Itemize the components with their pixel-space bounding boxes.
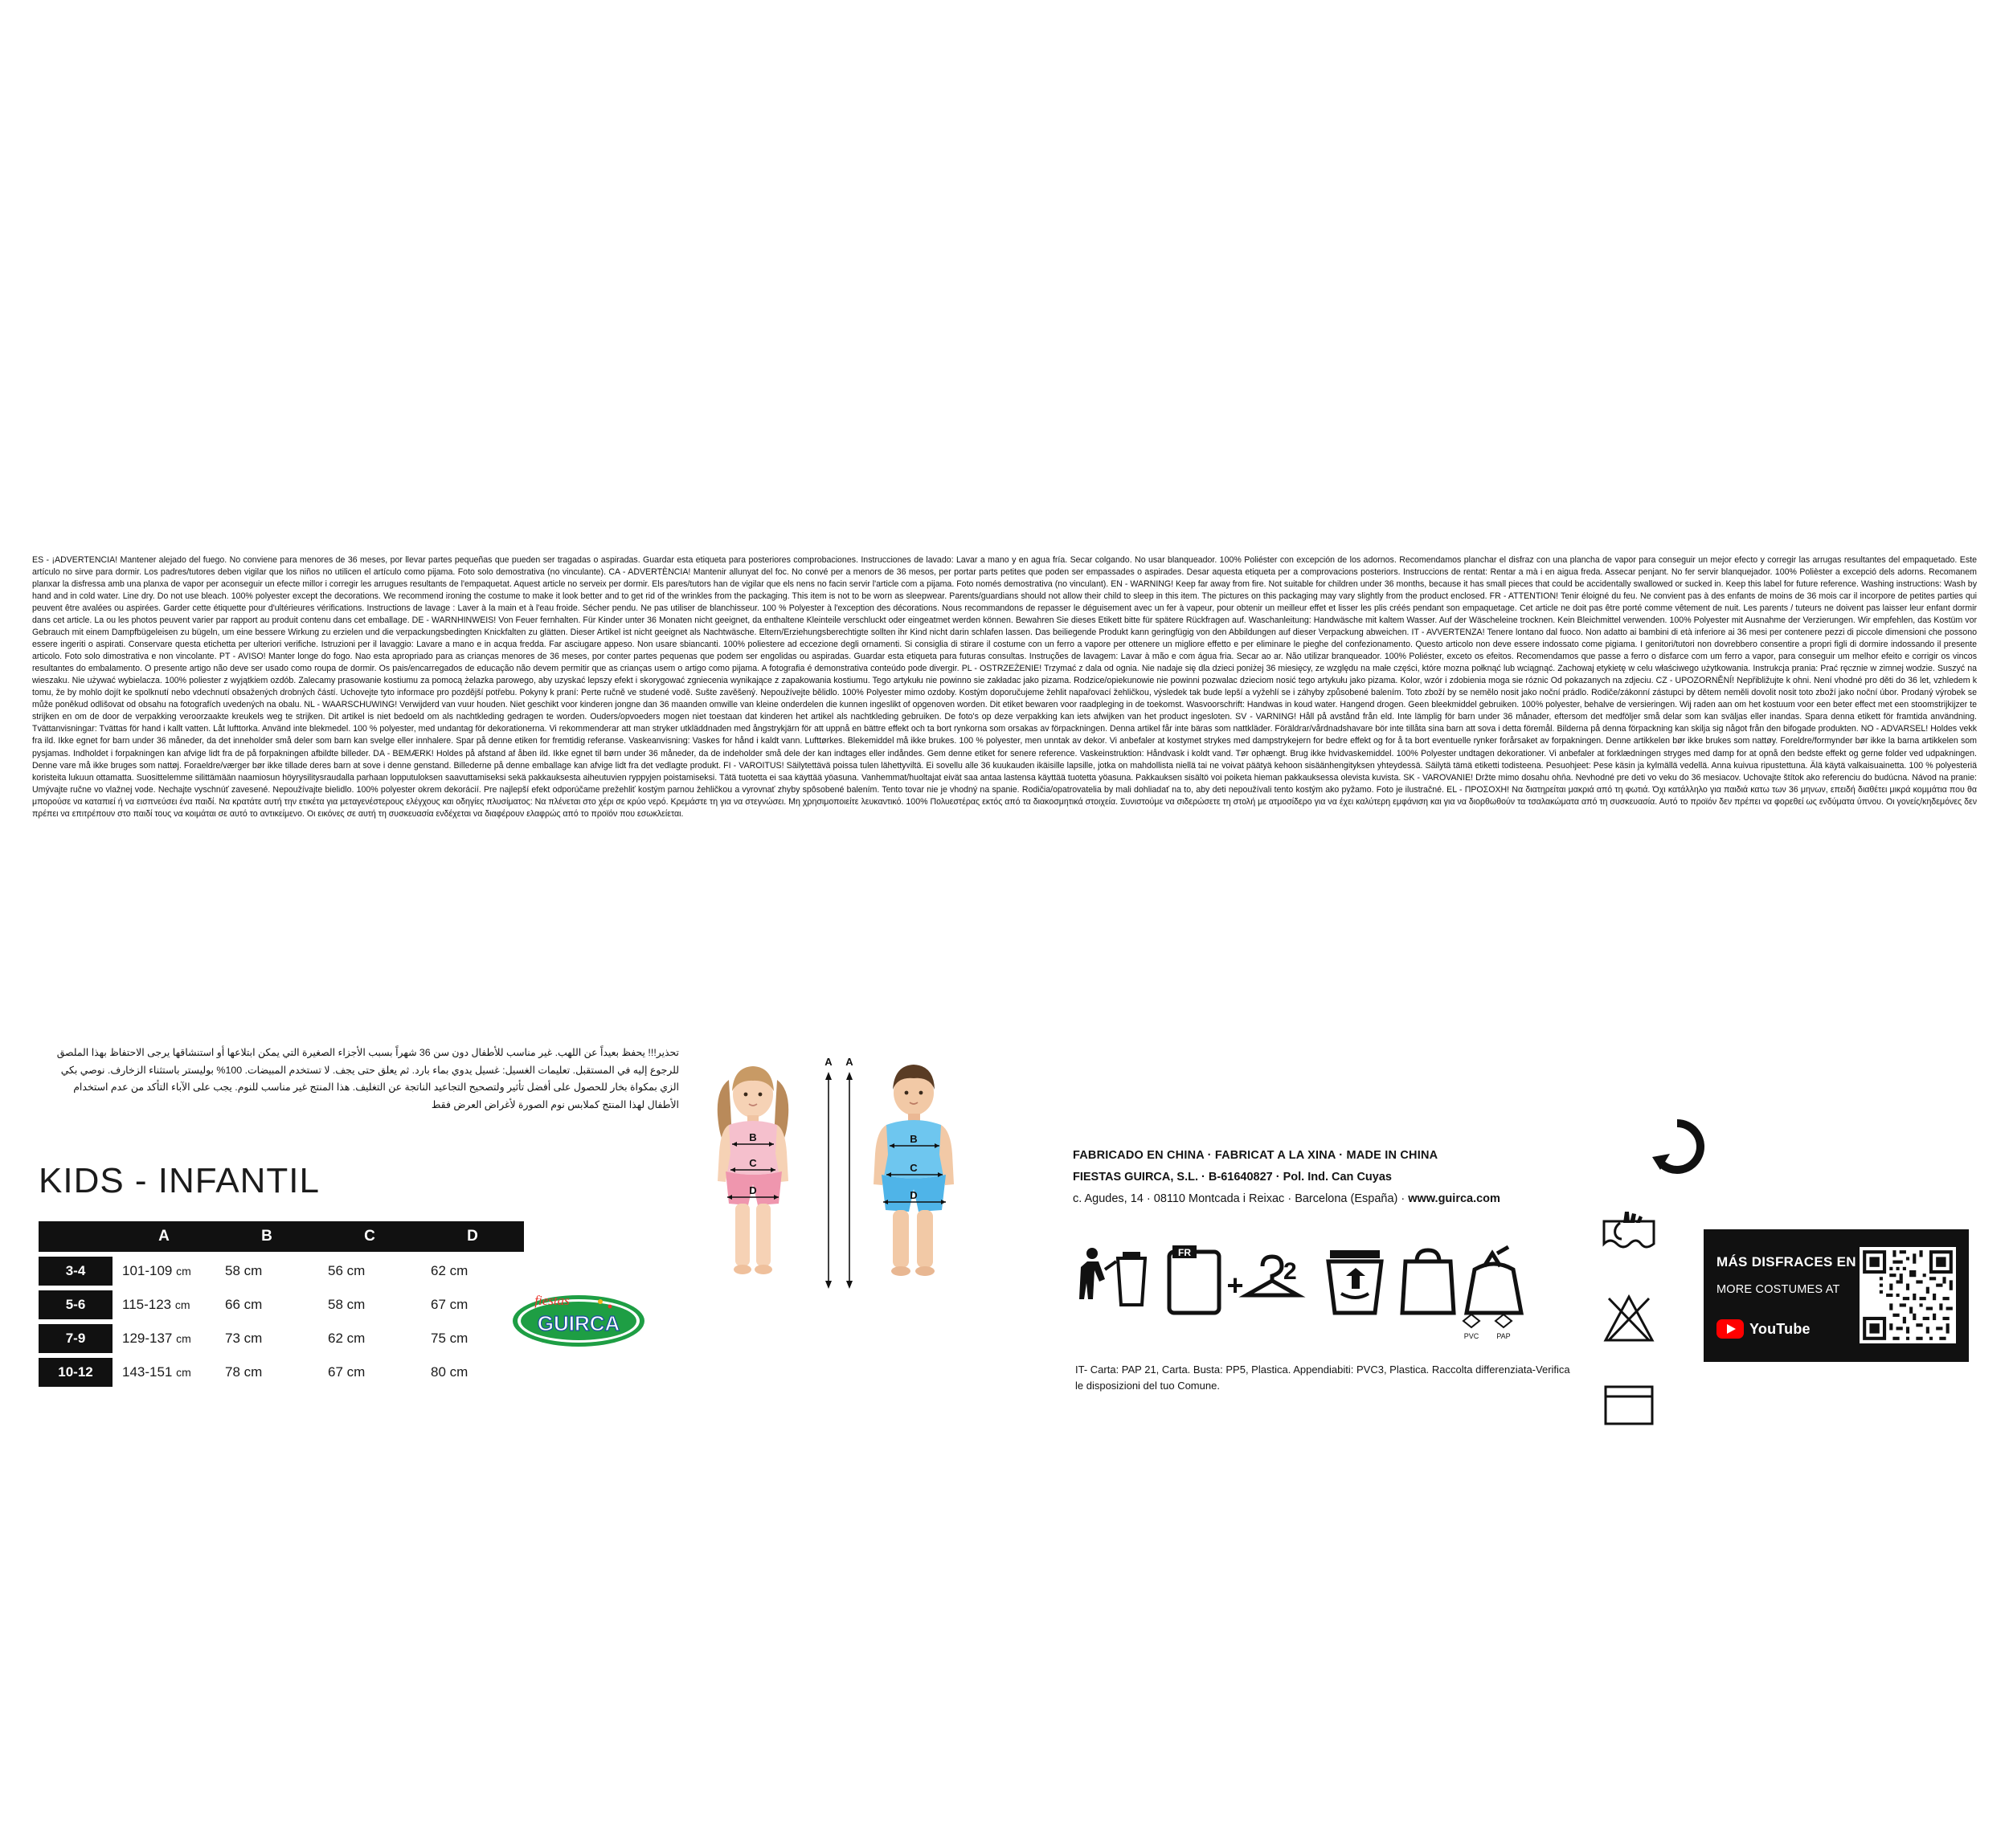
fr-tag-label: FR <box>1178 1247 1191 1258</box>
column-header-blank <box>39 1221 113 1252</box>
manufacturer-info <box>1073 1145 1635 1209</box>
figure-girl <box>718 1066 788 1274</box>
size-value-b: 58 cm <box>225 1263 263 1278</box>
company-line: FIESTAS GUIRCA, S.L. · B-61640827 · Pol. Ind. Can Cuyas <box>1073 1170 1392 1184</box>
size-chart-table <box>39 1221 524 1387</box>
size-a-unit: cm <box>174 1298 190 1311</box>
size-age-label: 7-9 <box>39 1324 113 1353</box>
promo-line-en: MORE COSTUMES AT <box>1716 1283 1840 1297</box>
pap-badge-label: PAP <box>1496 1332 1511 1340</box>
promo-line-es: MÁS DISFRACES EN <box>1716 1254 1856 1269</box>
size-a-unit: cm <box>176 1366 191 1379</box>
material-badge-pvc <box>1463 1314 1479 1340</box>
do-not-bleach-icon <box>1599 1290 1659 1350</box>
packaging-disposal-note: IT- Carta: PAP 21, Carta. Busta: PP5, Plastica. Appendiabiti: PVC3, Plastica. Raccolta differenziata-Verifica le disposizioni del tuo Comune. <box>1075 1364 1570 1392</box>
cardboard-icon <box>1169 1245 1219 1313</box>
height-axis <box>824 1056 853 1289</box>
brand-logo <box>510 1286 647 1353</box>
measurement-figures <box>679 1045 1025 1382</box>
address-text: c. Agudes, 14 · 08110 Montcada i Reixac · Barcelona (España) · <box>1073 1192 1409 1205</box>
waste-sack-icon <box>1467 1247 1521 1313</box>
label-boy-b: B <box>910 1133 918 1145</box>
origin-line: FABRICADO EN CHINA · FABRICAT A LA XINA · MADE IN CHINA <box>1073 1149 1438 1162</box>
size-value-a <box>113 1324 215 1353</box>
size-value-a <box>113 1290 215 1319</box>
plastic-bag-icon <box>1402 1250 1454 1313</box>
size-value-d: 75 cm <box>431 1331 468 1346</box>
legal-paragraph: ES - ¡ADVERTENCIA! Mantener alejado del fuego. No conviene para menores de 36 meses, por llevar partes pequeñas que pueden ser tragadas o aspiradas. Guardar esta etiqueta para posteriores comprobaciones. Instrucciones de lavado: Lavar a mano y en agua fría. Secar colgando. No usar blanqueador. 100% Poliéster con excepción de los adornos. Recomendamos planchar el disfraz con una plancha de vapor para conseguir un mejor efecto y corregir las arrugas resultantes del empaquetado. Este artículo no sirve para dormir. Los padres/tutores deben vigilar que los niños no utilicen el artículo como pijama. Foto solo demostrativa (no vinculante). CA - ADVERTÈNCIA! Mantenir allunyat del foc. No convé per a menors de 36 mesos, per portar parts petites que poden ser empassades o aspirades. Desar aquesta etiqueta per a comprovacions posteriors. Instruccions de rentat: Rentar a mà i en aigua freda. Assecar penjant. No fer servir blanquejador. 100% Polièster a excepció dels adorns. Recomanem planxar la disfressa amb una planxa de vapor per aconseguir un efecte millor i corregir les arrugues resultants de l'empaquetat. Aquest article no serveix per dormir. Els pares/tutors han de vigilar que els nens no facin servir l'article com a pijama. Foto només demostrativa (no vinculant). EN - WARNING! Keep far away from fire. Not suitable for children under 36 months, because it has small pieces that could be accidentally swallowed or sucked in. Keep this label for future reference. Washing instructions: Wash by hand and in cold water. Line dry. Do not use bleach. 100% polyester except the decorations. We recommend ironing the costume to make it look better and to get rid of the wrinkles from the packaging. This item is not to be worn as sleepwear. Parents/guardians should not allow their child to sleep in this item. The pictures on this packaging may vary slightly from the product enclosed. FR - ATTENTION! Tenir éloigné du feu. Ne convient pas à des enfants de moins de 36 mois car il incorpore de petites parties qui peuvent être avalées ou aspirées. Garder cette étiquette pour d'ultérieures vérifications. Instructions de lavage : Laver à la main et à l'eau froide. Sécher pendu. Ne pas utiliser de blanchisseur. 100 % Polyester à l'exception des décorations. Nous recommandons de repasser le déguisement avec un fer à vapeur, pour obtenir un meilleur effet et lisser les plis créés pendant son empaquetage. Cet article ne doit pas être porté comme vêtement de nuit. Les parents / tuteurs ne doivent pas laisser leur enfant dormir dans cet article. La ou les photos peuvent varier par rapport au produit contenu dans cet emballage. DE - WARNHINWEIS! Von Feuer fernhalten. Für Kinder unter 36 Monaten nicht geeignet, da enthaltene Kleinteile verschluckt oder eingeatmet werden können. Bewahren Sie dieses Etikett bitte für spätere Rückfragen auf. Waschanleitung: Handwäsche mit kaltem Wasser. Auf der Wäscheleine trocknen. Kein Bleichmittel verwenden. 100% Polyester mit Ausnahme der Verzierungen. Wir empfehlen, das Kostüm vor Gebrauch mit einem Dampfbügeleisen zu bügeln, um eine bessere Wirkung zu erzielen und die verpackungsbedingten Knickfalten zu glätten. Dieser Artikel ist nicht geeignet als Nachtwäsche. Eltern/Erziehungsberechtigte sollten ihr Kind nicht darin schlafen lassen. Das beiliegende Produkt kann geringfügig von den Abbildungen auf dieser Verpackung abweichen. IT - AVVERTENZA! Tenere lontano dal fuoco. Non adatto ai bambini di età inferiore ai 36 mesi per contenere pezzi di piccole dimensioni che possono essere ingeriti o aspirati. Conservare questa etichetta per ulteriori verifiche. Istruzioni per il lavaggio: Lavare a mano e in acqua fredda. Far asciugare appeso. Non usare sbiancanti. 100% poliestere ad eccezione degli ornamenti. Si consiglia di stirare il costume con un ferro a vapore per ottenere un migliore effetto e per eliminare le pieghe del confezionamento. Questo articolo non deve essere indossato come pigiama. I genitori/tutori non dovrebbero consentire a propri figli di dormire indossando il presente articolo. Foto solo dimostrativa e non vincolante. PT - AVISO! Manter longe do fogo. Nao esta apropriado para as crianças menores de 36 meses, por conter partes pequenas que podem ser engolidas ou aspiradas. Guardar esta etiqueta para futuras consultas. Instruções de lavagem: Lavar à mão e com água fria. Secar ao ar. Não utilizar branqueador. 100% Poliéster, exceto os efeitos. Recomendamos que passe a ferro o disfarce com um ferro a vapor, para conseguir um melhor efeito e corrigir os vincos resultantes do embalamento. O presente artigo não deve ser usado como roupa de dormir. Os pais/encarregados de educação não devem permitir que as crianças usem o artigo como pijama. A fotografia é demonstrativa conteúdo pode divergir. PL - OSTRZEŻENIE! Trzymać z dala od ognia. Nie nadaje się dla dzieci poniżej 36 miesięcy, ze względu na małe części, które mozna połknąć lub wciągnąć. Zachowaj etykietę w celu właściwego użytkowania. Instrukcja prania: Prać ręcznie w zimnej wodzie. Suszyć na wieszaku. Nie używać wybielacza. 100% poliester z wyjątkiem ozdób. Zalecamy prasowanie kostiumu za pomocą żelazka parowego, aby uzyskać lepszy efekt i skorygować zgniecenia wynikające z zapakowania kostiumu. Tego artykułu nie powinno sie zakładac jako pizama. Rodzice/opiekunowie nie powinni pozwalac dzieciom nosić tego artykułu jako pizama. Kolor, wzór i zdobienia moga sie róznic Od pokazanych na zdjeciu. CZ - UPOZORNĚNÍ! Nepřibližujte k ohni. Není vhodné pro děti do 36 let, vzhledem k tomu, že by mohlo dojít ke spolknutí nebo vdechnutí obsažených drobných částí. Uchovejte tyto informace pro pozdější potřebu. Pokyny k praní: Perte ručně ve studené vodě. Sušte zavěšený. Nepoužívejte bělidlo. 100% Polyester mimo ozdoby. Kostým doporučujeme žehlit napařovací žehličkou, výsledek tak bude lepší a vyžehlí se i záhyby způsobené balením. Toto zboží by se nemělo nosit jako noční prádlo. Rodiče/zákonní zástupci by dětem neměli dovolit nosit toto zboží jako noční úbor. Prodaný výrobek se může poněkud odlišovat od obsahu na fotografích uvedených na obalu. NL - WAARSCHUWING! Verwijderd van vuur houden. Niet geschikt voor kinderen jongne dan 36 maanden omwille van kleine onderdelen die kunnen ingeslikt of opgenoven worden. Dit etiket bewaren voor raadpleging in de toekomst. Wasvoorschrift: Handwas in koud water. Hangend drogen. Geen bleekmiddel gebruiken. 100% polyester, behalve de versieringen. Wij raden aan om het kostuum voor een beter effect met een stoomstrijkijzer te strijken en om de door de verpakking veroorzaakte kreukels weg te strijken. Dit artikel is niet bedoeld om als nachtkleding gedragen te worden. Ouders/opvoeders mogen niet toestaan dat kinderen het artikel als nachtkleding gebruiken. De foto's op deze verpakking kan iets afwijken van het product ingesloten. SV - VARNING! Håll på avstånd från eld. Inte lämplig för barn under 36 månader, eftersom det medföljer små delar som kan sväljas eller inandas. Spara denna etikett för framtida användning. Tvättanvisningar: Tvättas för hand i kallt vatten. Låt lufttorka. Använd inte blekmedel. 100 % polyester, med undantag för dekorationerna. Vi rekommenderar att man stryker utkläddnaden med ångstrykjärn för att uppnå en bättre effekt och ta bort rynkorna som orsakas av förpackningen. Denna artikel får inte bäras som nattkläder. Föräldrar/vårdnadshavare bör inte tillåta sina barn att sova i detta föremål. Bilderna på denna förpackning kan skilja sig något från den bifogade produkten. NO - ADVARSEL! Holdes vekk fra ild. Ikke egnet for barn under 36 måneder, da det inneholder små deler som barn kan svelge eller innhalere. Spar på denne etiken for fremtidig referanse. Vaskeanvisning: Vaskes for hånd i kaldt vann. Lufttørkes. Blekemiddel må ikke brukes. 100 % polyester, men unntak av dekor. Vi anbefaler at kostymet strykes med dampstrykejern for bedre effekt og for å ta bort eventuelle rynker forårsaket av forpakningen. Denne artikkelen bør ikke brukes som nattøy. Foreldre/formynder bør ikke la barna artikkelen som pysjamas. Indholdet i forpakningen kan afvige lidt fra de på forpakningen afbildte billeder. DA - BEMÆRK! Holdes på afstand af åben ild. Ikke egnet til børn under 36 måneder, da de indeholder små dele der kan indtages eller indåndes. Gem denne etiket for senere reference. Vaskeinstruktion: Håndvask i koldt vand. Tør ophængt. Brug ikke hvidvaskemiddel. 100% Polyester undtagen dekorationer. Vi anbefaler at forklædningen stryges med damp for at opnå den bedste effekt og gerne folder ved udpakningen. Denne vare må ikke bruges som nattøj. Foraeldre/værger bør ikke tillade deres barn at sove i denne genstand. Billederne på denne emballage kan afvige lidt fra det vedlagte produkt. FI - VAROITUS! Säilytettävä poissa tulen lähettyviltä. Ei sovellu alle 36 kuukauden ikäisille lapsille, jotka on mahdollista niellä tai ne voivat päätyä kehoon sisäänhengityksen yhteydessä. Säilytä tämä etiketti todisteena. Pesuohjeet: Pese käsin ja kylmällä vedellä. Anna kuivua ripustettuna. Älä käytä valkaisuainetta. 100 % polyesteriä koristeita lukuun ottamatta. Suosittelemme silittämään naamiosun höyrysilitysraudalla parhaan lopputuloksen saavuttamiseksi sekä pakkauksesta aiheutuvien ryppyjen poistamiseksi. Tätä tuotetta ei saa käyttää yöasuna. Vanhemmat/huoltajat eivät saa antaa lastensa käyttää tuotetta yöasuna. Pakkauksen sisältö voi poiketa hieman pakkauksessa olevista kuvista. SK - VAROVANIE! Držte mimo dosahu ohňa. Nevhodné pre deti vo veku do 36 mesiacov. Uchovajte štítok ako referenciu do budúcna. Návod na pranie: Umývajte ručne vo vlažnej vode. Nechajte vyschnúť zavesené. Nepoužívajte bielidlo. 100% polyester okrem dekorácií. Pre najlepší efekt odporúčame prežehliť kostým parnou žehličkou a vyrovnať zhyby spôsobené balením. Tento tovar nie je vhodný na spanie. Rodičia/opatrovatelia by mali dohliadať na to, aby deti nepoužívali tento kostým ako pyžamo. Foto je ilustračné. EL - ΠΡΟΣΟΧΗ! Να διατηρείται μακριά από τη φωτιά. Όχι κατάλληλο για παιδιά κατω των 36 μηνων, επειδή διαθέτει μικρά κομμάτια που θα μπορούσε να καταπιεί ή να εισπνεύσει ένα παιδί. Να κρατάτε αυτή την ετικέτα για μεταγενέστερους ελέγχους και οδηγίες πλυσίματος: Να πλένεται στο χέρι σε κρύο νερό. Κρεμάστε τη για να στεγνώσει. Μη χρησιμοποιείτε λευκαντικό. 100% Πολυεστέρας εκτός από τα διακοσμητικά στοιχεία. Συνιστούμε να σιδερώσετε τη στολή με ατμοσίδερο για να έχει καλύτερη εμφάνιση και για να διορθωθούν τα τσαλακώματα από τη συσκευασία. Αυτό το προϊόν δεν πρέπει να φορεθεί ως ενδύματα ύπνου. Οι γονείς/κηδεμόνες δεν πρέπει να επιτρέπουν στο παιδί τους να κοιμάται σε αυτό το αντικείμενο. Οι εικόνες σε αυτή τη συσκευασία ενδέχεται να διαφέρουν ελαφρώς από το προϊόν που εσωκλείεται. <box>32 555 1977 819</box>
dispose-in-bin-icon <box>1079 1248 1145 1305</box>
size-value-b: 73 cm <box>225 1331 263 1346</box>
material-badge-pap <box>1495 1314 1512 1340</box>
address-line <box>1073 1188 1635 1210</box>
label-axis-a-right: A <box>845 1056 853 1068</box>
table-row <box>39 1358 524 1387</box>
promo-text <box>1716 1253 1869 1296</box>
hanger-icon <box>1246 1257 1298 1295</box>
table-header-row <box>39 1221 524 1252</box>
recycle-bin-icon <box>1328 1250 1381 1313</box>
label-girl-d: D <box>749 1184 757 1196</box>
size-value-a <box>113 1257 215 1286</box>
size-value-c: 62 cm <box>328 1331 366 1346</box>
size-value-b: 66 cm <box>225 1297 263 1312</box>
size-value-c: 56 cm <box>328 1263 366 1278</box>
plus-sign-label: + <box>1226 1269 1244 1302</box>
label-boy-c: C <box>910 1162 918 1174</box>
svg-text:GUIRCA: GUIRCA <box>537 1311 620 1335</box>
size-a-number: 129-137 <box>122 1331 173 1346</box>
svg-text:fiestas: fiestas <box>534 1293 570 1308</box>
size-chart-title: KIDS - INFANTIL <box>39 1161 320 1200</box>
recycle-arrows-icon <box>1647 1117 1707 1176</box>
hand-wash-icon <box>1599 1205 1659 1265</box>
qr-code[interactable] <box>1860 1247 1956 1343</box>
label-boy-d: D <box>910 1189 918 1201</box>
size-age-label: 10-12 <box>39 1358 113 1387</box>
legal-warning-text <box>32 554 1977 820</box>
size-a-unit: cm <box>176 1265 191 1278</box>
size-value-d: 80 cm <box>431 1364 468 1380</box>
size-age-label: 3-4 <box>39 1257 113 1286</box>
size-value-c: 58 cm <box>328 1297 366 1312</box>
size-value-b: 78 cm <box>225 1364 263 1380</box>
table-row <box>39 1290 524 1319</box>
column-header-c: C <box>318 1221 421 1252</box>
size-a-number: 143-151 <box>122 1364 173 1380</box>
size-value-d: 67 cm <box>431 1297 468 1312</box>
table-row <box>39 1257 524 1286</box>
youtube-icon <box>1716 1319 1744 1339</box>
figure-boy <box>874 1065 954 1276</box>
table-row <box>39 1324 524 1353</box>
youtube-label: YouTube <box>1749 1320 1811 1337</box>
size-value-c: 67 cm <box>328 1364 366 1380</box>
size-age-label: 5-6 <box>39 1290 113 1319</box>
size-value-d: 62 cm <box>431 1263 468 1278</box>
packaging-pictograms <box>1073 1237 1579 1346</box>
column-header-a: A <box>113 1221 215 1252</box>
label-axis-a-left: A <box>824 1056 833 1068</box>
pvc-badge-label: PVC <box>1463 1332 1479 1340</box>
size-a-unit: cm <box>176 1332 191 1345</box>
website-link[interactable]: www.guirca.com <box>1408 1192 1500 1205</box>
size-value-a <box>113 1358 215 1387</box>
hanger-count-label: 2 <box>1283 1258 1297 1285</box>
do-not-tumble-dry-icon <box>1599 1376 1659 1435</box>
size-a-number: 115-123 <box>122 1297 172 1312</box>
label-girl-c: C <box>749 1157 757 1169</box>
arabic-warning-text: تحذير!!! يحفظ بعيداً عن اللهب. غير مناسب للأطفال دون سن 36 شهراً بسبب الأجزاء الصغيرة التي يمكن ابتلاعها أو استنشاقها يرجى الاحتفاظ بهذا الملصق للرجوع إليه في المستقبل. تعليمات الغسيل: غسيل يدوي بماء بارد. ثم يعلق حتى يجف. لا تستخدم المبيضات. 100% بوليستر باستثناء الزخارف. نوصي بكي الزي بمكواة بخار للحصول على أفضل تأثير ولتصحيح التجاعيد الناتجة عن التغليف. هذا المنتج غير مناسب للنوم. يجب على الآباء التأكد من عدم استخدام الأطفال لهذا المنتج كملابس نوم الصورة لأغراض العرض فقط <box>56 1047 679 1111</box>
qr-code-graphic <box>1860 1247 1956 1343</box>
label-girl-b: B <box>749 1131 757 1143</box>
promo-banner[interactable] <box>1704 1229 1969 1362</box>
column-header-b: B <box>215 1221 318 1252</box>
youtube-link[interactable] <box>1716 1319 1811 1339</box>
size-a-number: 101-109 <box>122 1263 173 1278</box>
column-header-d: D <box>421 1221 524 1252</box>
